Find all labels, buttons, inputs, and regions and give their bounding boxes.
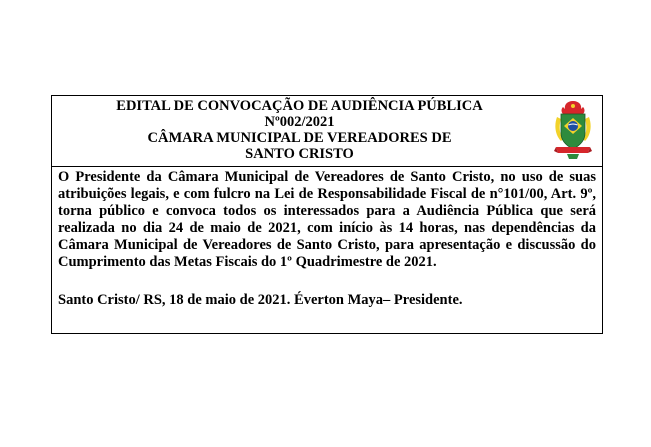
notice-header bbox=[52, 96, 602, 167]
public-notice-box bbox=[51, 95, 603, 334]
notice-body: O Presidente da Câmara Municipal de Vereadores de Santo Cristo, no uso de suas atribuições legais, e com fulcro na Lei de Responsabilidade Fiscal de n°101/00, Art. 9º, torna público e convoca todos os interessados para a Audiência Pública que será realizada no dia 24 de maio de 2021, com início às 14 horas, nas dependências da Câmara Municipal de Vereadores de Santo Cristo, para apresentação e discussão do Cumprimento das Metas Fiscais do 1º Quadrimestre de 2021. bbox=[58, 169, 596, 270]
notice-signature: Santo Cristo/ RS, 18 de maio de 2021. Éverton Maya– Presidente. bbox=[58, 292, 463, 308]
notice-number: Nº002/2021 bbox=[264, 114, 335, 130]
municipal-coat-of-arms-icon bbox=[553, 99, 593, 161]
notice-title-block bbox=[52, 98, 547, 162]
notice-title: EDITAL DE CONVOCAÇÃO DE AUDIÊNCIA PÚBLICA bbox=[116, 98, 483, 114]
institution-name: CÂMARA MUNICIPAL DE VEREADORES DE bbox=[147, 130, 452, 146]
institution-city: SANTO CRISTO bbox=[245, 146, 354, 162]
